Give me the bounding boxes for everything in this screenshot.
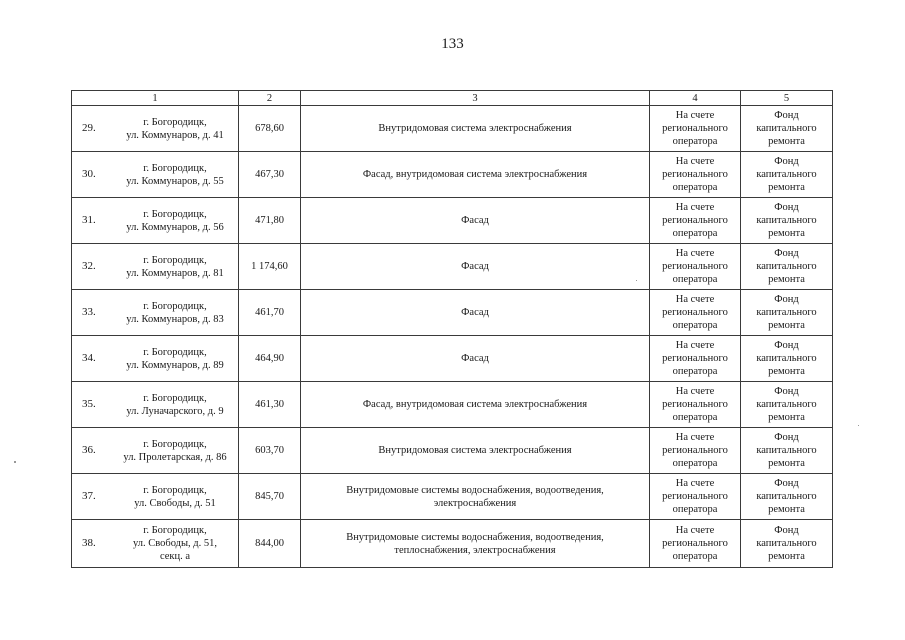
fund-cell: Фонд капитального ремонта — [741, 382, 833, 428]
account-cell: На счете регионального оператора — [650, 428, 741, 474]
area-cell: 844,00 — [239, 520, 301, 568]
row-number: 32. — [82, 260, 96, 272]
row-number: 34. — [82, 352, 96, 364]
account-cell: На счете регионального оператора — [650, 520, 741, 568]
fund-cell: Фонд капитального ремонта — [741, 198, 833, 244]
address-text: г. Богородицк, ул. Коммунаров, д. 41 — [126, 116, 224, 141]
address-cell — [72, 198, 239, 244]
column-header: 4 — [650, 91, 741, 106]
table-row — [72, 290, 833, 336]
fund-cell: Фонд капитального ремонта — [741, 474, 833, 520]
row-number: 35. — [82, 398, 96, 410]
address-text: г. Богородицк, ул. Коммунаров, д. 56 — [126, 208, 224, 233]
scan-speck — [858, 425, 859, 426]
account-cell: На счете регионального оператора — [650, 198, 741, 244]
column-header: 5 — [741, 91, 833, 106]
work-cell: Внутридомовые системы водоснабжения, водоотведения, теплоснабжения, электроснабжения — [301, 520, 650, 568]
account-cell: На счете регионального оператора — [650, 382, 741, 428]
table-row — [72, 520, 833, 568]
row-number: 38. — [82, 537, 96, 549]
address-text: г. Богородицк, ул. Пролетарская, д. 86 — [123, 438, 227, 463]
area-cell: 678,60 — [239, 106, 301, 152]
area-cell: 845,70 — [239, 474, 301, 520]
fund-cell: Фонд капитального ремонта — [741, 336, 833, 382]
table-row — [72, 244, 833, 290]
area-cell: 467,30 — [239, 152, 301, 198]
area-cell: 461,30 — [239, 382, 301, 428]
fund-cell: Фонд капитального ремонта — [741, 244, 833, 290]
table-row — [72, 198, 833, 244]
area-cell: 603,70 — [239, 428, 301, 474]
address-text: г. Богородицк, ул. Луначарского, д. 9 — [126, 392, 224, 417]
address-cell — [72, 382, 239, 428]
table-row — [72, 106, 833, 152]
row-number: 30. — [82, 168, 96, 180]
table-header-row — [72, 91, 833, 106]
address-text: г. Богородицк, ул. Свободы, д. 51 — [134, 484, 216, 509]
row-number: 36. — [82, 444, 96, 456]
fund-cell: Фонд капитального ремонта — [741, 152, 833, 198]
account-cell: На счете регионального оператора — [650, 244, 741, 290]
column-header: 2 — [239, 91, 301, 106]
address-text: г. Богородицк, ул. Свободы, д. 51, секц. а — [132, 525, 218, 562]
address-cell — [72, 336, 239, 382]
table-row — [72, 152, 833, 198]
address-cell — [72, 520, 239, 568]
address-cell — [72, 428, 239, 474]
address-cell — [72, 290, 239, 336]
row-number: 29. — [82, 122, 96, 134]
work-cell: Фасад, внутридомовая система электроснабжения — [301, 152, 650, 198]
fund-cell: Фонд капитального ремонта — [741, 106, 833, 152]
scan-speck — [636, 280, 637, 281]
work-cell: Фасад — [301, 290, 650, 336]
table-row — [72, 428, 833, 474]
address-text: г. Богородицк, ул. Коммунаров, д. 55 — [126, 162, 224, 187]
address-text: г. Богородицк, ул. Коммунаров, д. 89 — [126, 346, 224, 371]
work-cell: Фасад — [301, 198, 650, 244]
area-cell: 471,80 — [239, 198, 301, 244]
address-cell — [72, 474, 239, 520]
column-header: 1 — [72, 91, 239, 106]
document-table — [71, 90, 833, 568]
account-cell: На счете регионального оператора — [650, 336, 741, 382]
work-cell: Фасад, внутридомовая система электроснабжения — [301, 382, 650, 428]
work-cell: Фасад — [301, 336, 650, 382]
scan-speck — [14, 461, 16, 463]
table-row — [72, 474, 833, 520]
account-cell: На счете регионального оператора — [650, 106, 741, 152]
table-row — [72, 336, 833, 382]
row-number: 37. — [82, 490, 96, 502]
address-text: г. Богородицк, ул. Коммунаров, д. 81 — [126, 254, 224, 279]
area-cell: 1 174,60 — [239, 244, 301, 290]
fund-cell: Фонд капитального ремонта — [741, 428, 833, 474]
row-number: 33. — [82, 306, 96, 318]
address-cell — [72, 106, 239, 152]
fund-cell: Фонд капитального ремонта — [741, 290, 833, 336]
fund-cell: Фонд капитального ремонта — [741, 520, 833, 568]
address-cell — [72, 244, 239, 290]
account-cell: На счете регионального оператора — [650, 290, 741, 336]
address-text: г. Богородицк, ул. Коммунаров, д. 83 — [126, 300, 224, 325]
account-cell: На счете регионального оператора — [650, 152, 741, 198]
address-cell — [72, 152, 239, 198]
work-cell: Фасад — [301, 244, 650, 290]
account-cell: На счете регионального оператора — [650, 474, 741, 520]
column-header: 3 — [301, 91, 650, 106]
work-cell: Внутридомовая система электроснабжения — [301, 428, 650, 474]
table-row — [72, 382, 833, 428]
row-number: 31. — [82, 214, 96, 226]
area-cell: 464,90 — [239, 336, 301, 382]
work-cell: Внутридомовая система электроснабжения — [301, 106, 650, 152]
area-cell: 461,70 — [239, 290, 301, 336]
page-number: 133 — [441, 36, 464, 52]
work-cell: Внутридомовые системы водоснабжения, водоотведения, электроснабжения — [301, 474, 650, 520]
